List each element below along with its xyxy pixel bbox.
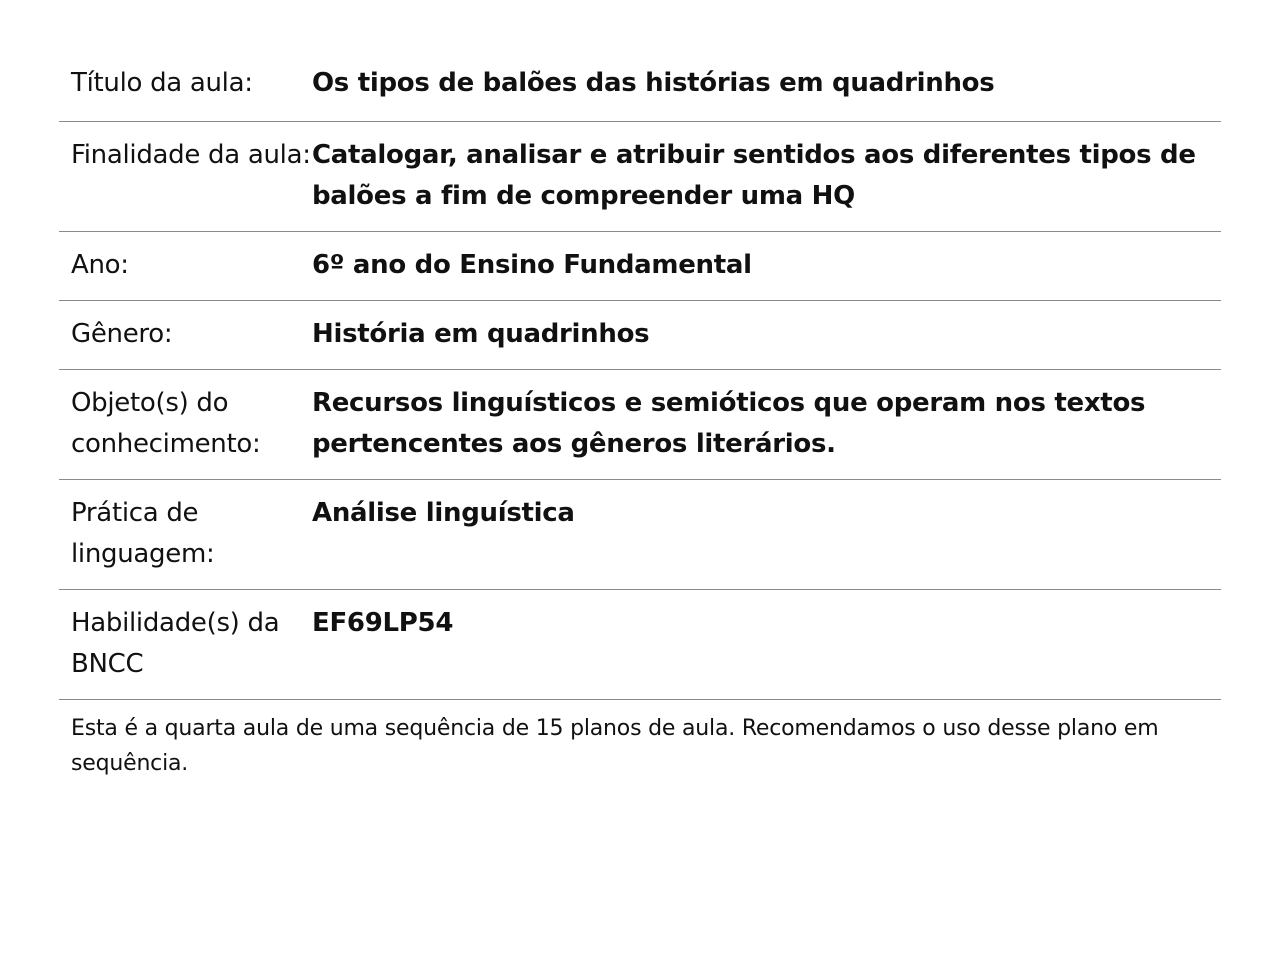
sequence-note: Esta é a quarta aula de uma sequência de 15 planos de aula. Recomendamos o uso desse plano em sequência. [71, 716, 1159, 776]
row-lesson-title [59, 48, 1221, 122]
row-genre [59, 301, 1221, 370]
row-value: Análise linguística [312, 480, 1221, 590]
row-value: Catalogar, analisar e atribuir sentidos aos diferentes tipos de balões a fim de compreender uma HQ [312, 122, 1221, 232]
row-label: Ano: [59, 232, 312, 301]
lesson-plan-document [59, 48, 1221, 781]
row-value: Recursos linguísticos e semióticos que operam nos textos pertencentes aos gêneros literários. [312, 370, 1221, 480]
row-value: História em quadrinhos [312, 301, 1221, 370]
row-language-practice [59, 480, 1221, 590]
lesson-info-table [59, 48, 1221, 700]
row-label: Finalidade da aula: [59, 122, 312, 232]
row-grade-year [59, 232, 1221, 301]
row-value: 6º ano do Ensino Fundamental [312, 232, 1221, 301]
row-value: Os tipos de balões das histórias em quadrinhos [312, 48, 1221, 122]
row-label: Título da aula: [59, 48, 312, 122]
row-value: EF69LP54 [312, 590, 1221, 700]
row-knowledge-objects [59, 370, 1221, 480]
row-lesson-purpose [59, 122, 1221, 232]
row-label: Prática de linguagem: [59, 480, 312, 590]
row-label: Objeto(s) do conhecimento: [59, 370, 312, 480]
row-label: Habilidade(s) da BNCC [59, 590, 312, 700]
row-bncc-skills [59, 590, 1221, 700]
row-label: Gênero: [59, 301, 312, 370]
